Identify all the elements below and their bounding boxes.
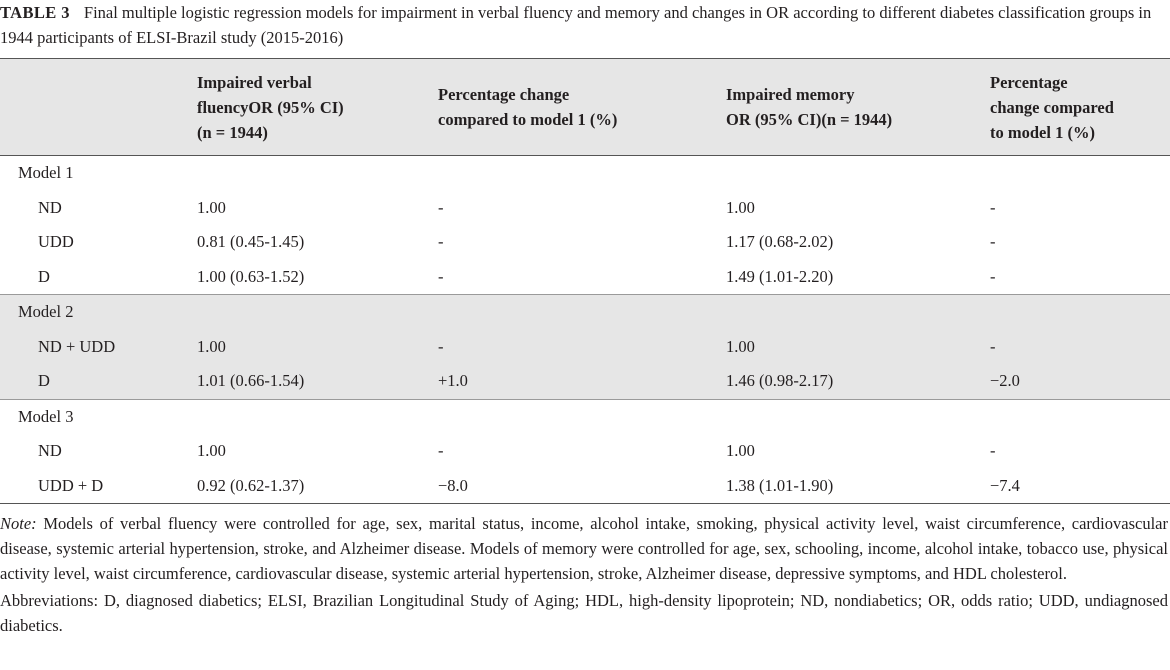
verbal-fluency-change: - (438, 266, 444, 286)
table-row (0, 260, 1170, 295)
header-text: Impaired memory (726, 85, 855, 104)
row-label: ND + UDD (38, 336, 116, 356)
table-row (0, 191, 1170, 226)
memory-or: 1.46 (0.98-2.17) (726, 371, 834, 391)
table-notes (0, 511, 1168, 638)
verbal-fluency-or: 1.00 (197, 336, 226, 356)
results-table (0, 58, 1170, 504)
table-row (0, 364, 1170, 399)
memory-or: 1.17 (0.68-2.02) (726, 232, 834, 252)
model-title: Model 2 (0, 295, 1170, 330)
verbal-fluency-change: +1.0 (438, 371, 468, 391)
header-text: (n = 1944) (197, 122, 268, 142)
row-label: UDD + D (0, 469, 197, 504)
header-text: fluencyOR (95% CI) (197, 97, 344, 117)
note-paragraph (0, 511, 1168, 586)
note-label: Note: (0, 514, 37, 533)
row-label: ND (38, 197, 62, 217)
memory-change: - (990, 232, 996, 252)
memory-or: 1.00 (726, 336, 755, 356)
header-verbal-fluency-change (438, 59, 726, 156)
verbal-fluency-change: −8.0 (438, 469, 726, 504)
header-text: change compared (990, 97, 1114, 117)
memory-or: 1.49 (1.01-2.20) (726, 266, 834, 286)
memory-or: 1.00 (726, 441, 755, 461)
memory-change: - (990, 441, 996, 461)
verbal-fluency-change: - (438, 197, 444, 217)
header-memory-change (990, 59, 1170, 156)
header-text: Percentage change (438, 85, 570, 104)
header-text: compared to model 1 (%) (438, 110, 618, 129)
verbal-fluency-or: 1.00 (0.63-1.52) (197, 266, 305, 286)
verbal-fluency-or: 0.81 (0.45-1.45) (197, 232, 305, 252)
table-row (0, 330, 1170, 365)
table-row (0, 225, 1170, 260)
memory-change: - (990, 266, 996, 286)
table-label: TABLE 3 (0, 3, 70, 22)
header-memory-or (726, 59, 990, 156)
verbal-fluency-change: - (438, 441, 444, 461)
memory-or: 1.38 (1.01-1.90) (726, 469, 990, 504)
abbreviations: Abbreviations: D, diagnosed diabetics; ELSI, Brazilian Longitudinal Study of Aging; HDL, high-density lipoprotein; ND, nondiabetics; OR, odds ratio; UDD, undiagnosed diabetics. (0, 591, 1168, 635)
model-3-title-row (0, 399, 1170, 434)
row-label: D (38, 371, 50, 391)
header-group (0, 59, 197, 156)
memory-change: - (990, 336, 996, 356)
header-text: Impaired verbal (197, 72, 312, 92)
table-row (0, 469, 1170, 504)
header-verbal-fluency-or (197, 59, 438, 156)
verbal-fluency-or: 1.00 (197, 197, 226, 217)
model-title: Model 1 (18, 163, 74, 183)
header-text: to model 1 (%) (990, 122, 1095, 142)
caption-text: Final multiple logistic regression models for impairment in verbal fluency and memory and changes in OR according to different diabetes classification groups in 1944 participants of ELSI-Brazil study (2015-2016) (0, 3, 1152, 47)
verbal-fluency-or: 0.92 (0.62-1.37) (197, 469, 438, 504)
results-table-container (0, 58, 1170, 504)
verbal-fluency-or: 1.01 (0.66-1.54) (197, 371, 305, 391)
table-caption (0, 0, 1166, 50)
model-title: Model 3 (0, 399, 1170, 434)
header-row (0, 59, 1170, 156)
header-text: OR (95% CI)(n = 1944) (726, 110, 893, 129)
verbal-fluency-change: - (438, 336, 444, 356)
memory-or: 1.00 (726, 197, 755, 217)
row-label: D (38, 266, 50, 286)
row-label: ND (38, 441, 62, 461)
header-text: Percentage (990, 72, 1068, 92)
row-label: UDD (38, 232, 74, 252)
memory-change: −2.0 (990, 371, 1020, 391)
memory-change: −7.4 (990, 469, 1170, 504)
model-1-title-row (0, 156, 1170, 191)
note-text: Models of verbal fluency were controlled for age, sex, marital status, income, alcohol intake, smoking, physical activity level, waist circumference, cardiovascular disease, systemic arterial hypertension, stroke, and Alzheimer disease. Models of memory were controlled for age, sex, schooling, income, alcohol intake, tobacco use, physical activity level, waist circumference, cardiovascular disease, systemic arterial hypertension, stroke, Alzheimer disease, depressive symptoms, and HDL cholesterol. (0, 514, 1168, 583)
table-row (0, 434, 1170, 469)
verbal-fluency-change: - (438, 232, 444, 252)
model-2-title-row (0, 295, 1170, 330)
memory-change: - (990, 197, 996, 217)
verbal-fluency-or: 1.00 (197, 441, 226, 461)
